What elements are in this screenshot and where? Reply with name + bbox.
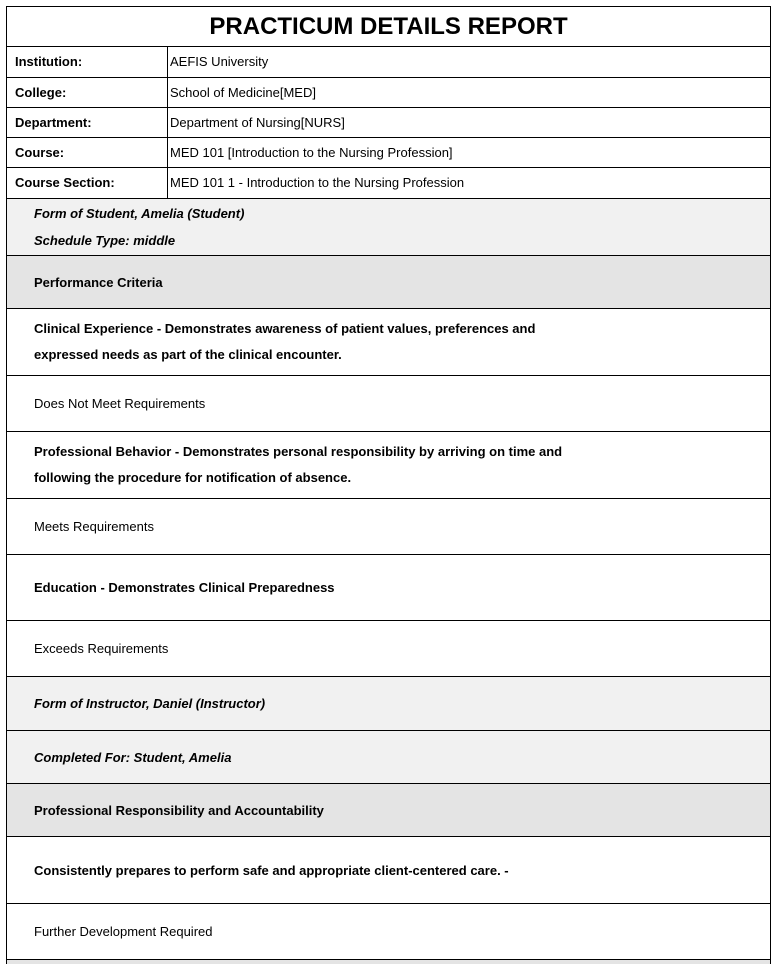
rating-row (7, 621, 770, 677)
rating-value: Exceeds Requirements (34, 641, 169, 656)
criterion-row (7, 309, 770, 376)
schedule-type-label: Schedule Type: middle (34, 233, 176, 248)
report-title: PRACTICUM DETAILS REPORT (7, 7, 770, 47)
next-row-partial (7, 960, 770, 964)
student-form-header (7, 199, 770, 256)
rating-value: Further Development Required (34, 924, 213, 939)
detail-row-institution (7, 47, 770, 78)
section-header-label: Performance Criteria (34, 274, 163, 290)
detail-label: Course: (7, 138, 168, 167)
criterion-row (7, 837, 770, 904)
criterion-text: Consistently prepares to perform safe and appropriate client-centered care. - (34, 862, 509, 878)
detail-label: Institution: (7, 47, 168, 77)
rating-value: Meets Requirements (34, 519, 154, 534)
instructor-form-header (7, 677, 770, 731)
rating-row (7, 376, 770, 432)
rating-row (7, 499, 770, 555)
criterion-row (7, 555, 770, 621)
detail-row-college (7, 78, 770, 108)
section-header (7, 784, 770, 837)
detail-value: Department of Nursing[NURS] (170, 115, 345, 130)
detail-label: Course Section: (7, 168, 168, 198)
detail-label: College: (7, 78, 168, 107)
completed-for-row (7, 731, 770, 784)
detail-value: AEFIS University (170, 54, 269, 69)
rating-row (7, 904, 770, 960)
criterion-text: Education - Demonstrates Clinical Preparedness (34, 580, 335, 595)
criterion-text: Clinical Experience - Demonstrates awareness of patient values, preferences and (34, 321, 536, 336)
detail-value: MED 101 [Introduction to the Nursing Profession] (170, 145, 453, 160)
form-of-label: Form of Student, Amelia (Student) (34, 206, 245, 221)
detail-value: School of Medicine[MED] (170, 85, 316, 100)
detail-row-department (7, 108, 770, 138)
criterion-text: following the procedure for notification of absence. (34, 470, 352, 485)
detail-row-course (7, 138, 770, 168)
detail-value: MED 101 1 - Introduction to the Nursing Profession (170, 175, 465, 190)
section-header (7, 256, 770, 309)
detail-row-course-section (7, 168, 770, 199)
criterion-row (7, 432, 770, 499)
criterion-text: Professional Behavior - Demonstrates personal responsibility by arriving on time and (34, 444, 563, 459)
practicum-details-report (6, 6, 771, 964)
detail-label: Department: (7, 108, 168, 137)
form-of-label: Form of Instructor, Daniel (Instructor) (34, 696, 266, 711)
completed-for-label: Completed For: Student, Amelia (34, 749, 232, 765)
rating-value: Does Not Meet Requirements (34, 396, 206, 411)
section-header-label: Professional Responsibility and Accountability (34, 802, 324, 818)
criterion-text: expressed needs as part of the clinical encounter. (34, 347, 342, 362)
